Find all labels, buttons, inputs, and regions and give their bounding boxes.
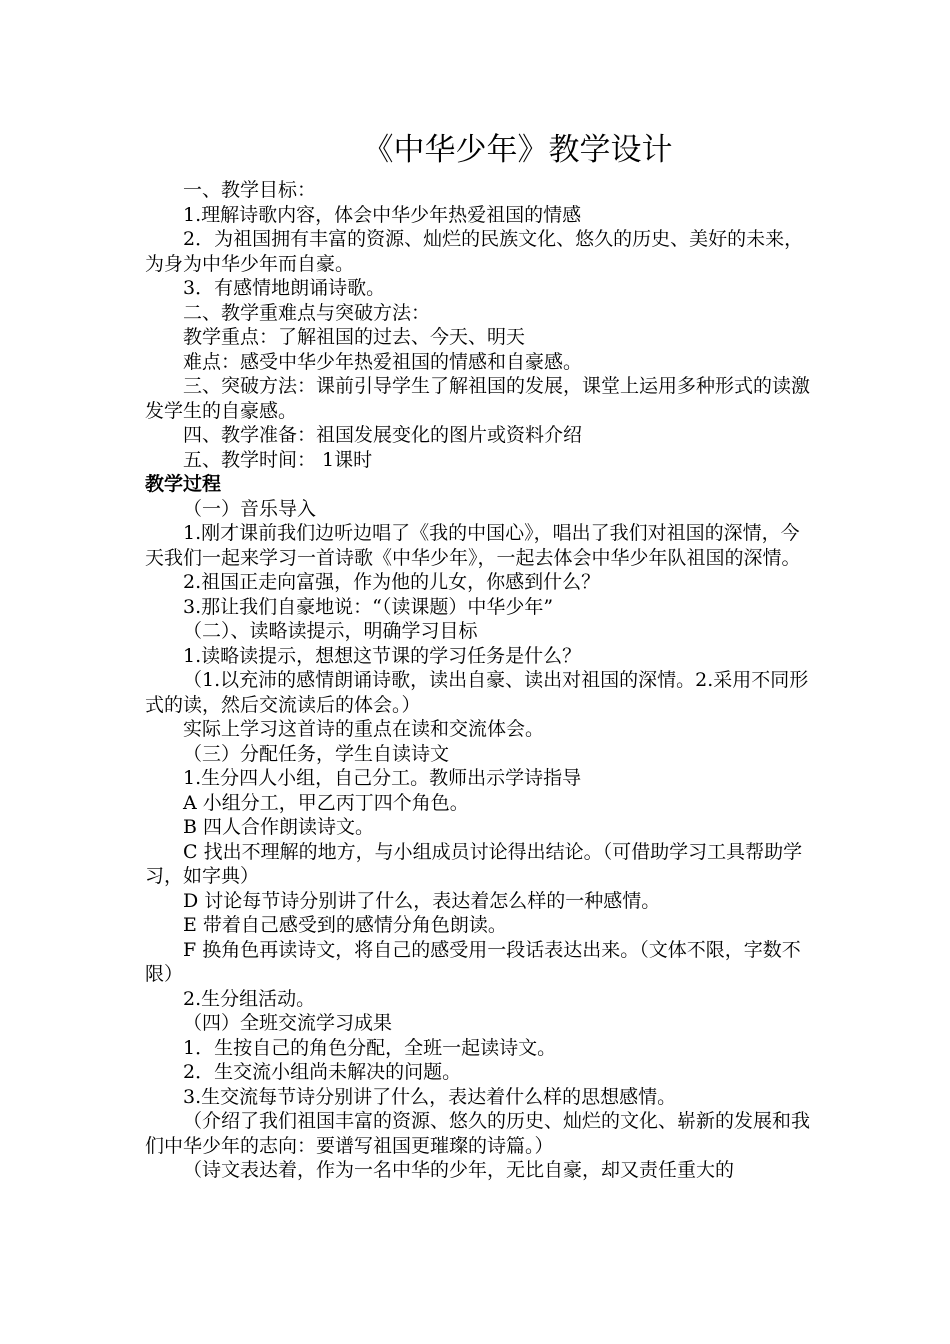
paragraph: A 小组分工，甲乙丙丁四个角色。 xyxy=(183,791,469,814)
paragraph: C 找出不理解的地方，与小组成员讨论得出结论。（可借助学习工具帮助学习，如字典） xyxy=(145,840,803,887)
document-title: 《中华少年》教学设计 xyxy=(362,132,673,168)
paragraph: （四）全班交流学习成果 xyxy=(183,1012,393,1034)
section-heading: 教学过程 xyxy=(145,473,222,495)
paragraph: 1.生分四人小组，自己分工。教师出示学诗指导 xyxy=(183,767,582,789)
paragraph: 1.理解诗歌内容，体会中华少年热爱祖国的情感 xyxy=(183,203,582,226)
paragraph: （二）、读略读提示，明确学习目标 xyxy=(183,620,478,642)
paragraph: 二、教学重难点与突破方法： xyxy=(183,301,431,324)
paragraph: D 讨论每节诗分别讲了什么，表达着怎么样的一种感情。 xyxy=(183,889,661,912)
paragraph: （一）音乐导入 xyxy=(183,497,317,520)
paragraph: E 带着自己感受到的感情分角色朗读。 xyxy=(183,914,507,936)
paragraph: 3．有感情地朗诵诗歌。 xyxy=(183,277,386,299)
paragraph: 2．生交流小组尚未解决的问题。 xyxy=(183,1061,462,1083)
paragraph: 3.生交流每节诗分别讲了什么，表达着什么样的思想感情。 xyxy=(183,1085,677,1108)
paragraph: 2.祖国正走向富强，作为他的儿女，你感到什么？ xyxy=(183,571,601,593)
paragraph: 教学重点：了解祖国的过去、今天、明天 xyxy=(183,326,526,348)
paragraph: （诗文表达着，作为一名中华的少年，无比自豪，却又责任重大的 xyxy=(183,1159,735,1181)
paragraph: 难点：感受中华少年热爱祖国的情感和自豪感。 xyxy=(183,350,583,373)
paragraph: B 四人合作朗读诗文。 xyxy=(183,816,375,838)
paragraph: 1.刚才课前我们边听边唱了《我的中国心》，唱出了我们对祖国的深情，今天我们一起来学习一首诗歌《中华少年》，一起去体会中华少年队祖国的深情。 xyxy=(145,522,801,569)
paragraph: （1.以充沛的感情朗诵诗歌，读出自豪、读出对祖国的深情。2.采用不同形式的读，然后交流读后的体会。） xyxy=(145,669,809,716)
paragraph: 2．为祖国拥有丰富的资源、灿烂的民族文化、悠久的历史、美好的未来，为身为中华少年而自豪。 xyxy=(145,228,804,275)
paragraph: 三、突破方法：课前引导学生了解祖国的发展，课堂上运用多种形式的读激发学生的自豪感。 xyxy=(145,375,811,422)
paragraph-list xyxy=(145,178,810,1183)
paragraph: 五、教学时间： 1课时 xyxy=(183,448,373,471)
paragraph: 3.那让我们自豪地说：“（读课题）中华少年” xyxy=(183,595,554,618)
paragraph: 1．生按自己的角色分配，全班一起读诗文。 xyxy=(183,1036,557,1059)
paragraph: （介绍了我们祖国丰富的资源、悠久的历史、灿烂的文化、崭新的发展和我们中华少年的志向：要谱写祖国更璀璨的诗篇。） xyxy=(145,1110,811,1157)
paragraph: （三）分配任务，学生自读诗文 xyxy=(183,742,450,765)
paragraph: 一、教学目标： xyxy=(183,179,317,201)
paragraph: 2.生分组活动。 xyxy=(183,987,316,1010)
paragraph: 实际上学习这首诗的重点在读和交流体会。 xyxy=(183,718,545,740)
paragraph: 1.读略读提示，想想这节课的学习任务是什么？ xyxy=(183,644,582,667)
paragraph: 四、教学准备：祖国发展变化的图片或资料介绍 xyxy=(183,424,583,446)
document-body xyxy=(145,128,810,1183)
paragraph: F 换角色再读诗文，将自己的感受用一段话表达出来。（文体不限，字数不限） xyxy=(145,938,801,985)
